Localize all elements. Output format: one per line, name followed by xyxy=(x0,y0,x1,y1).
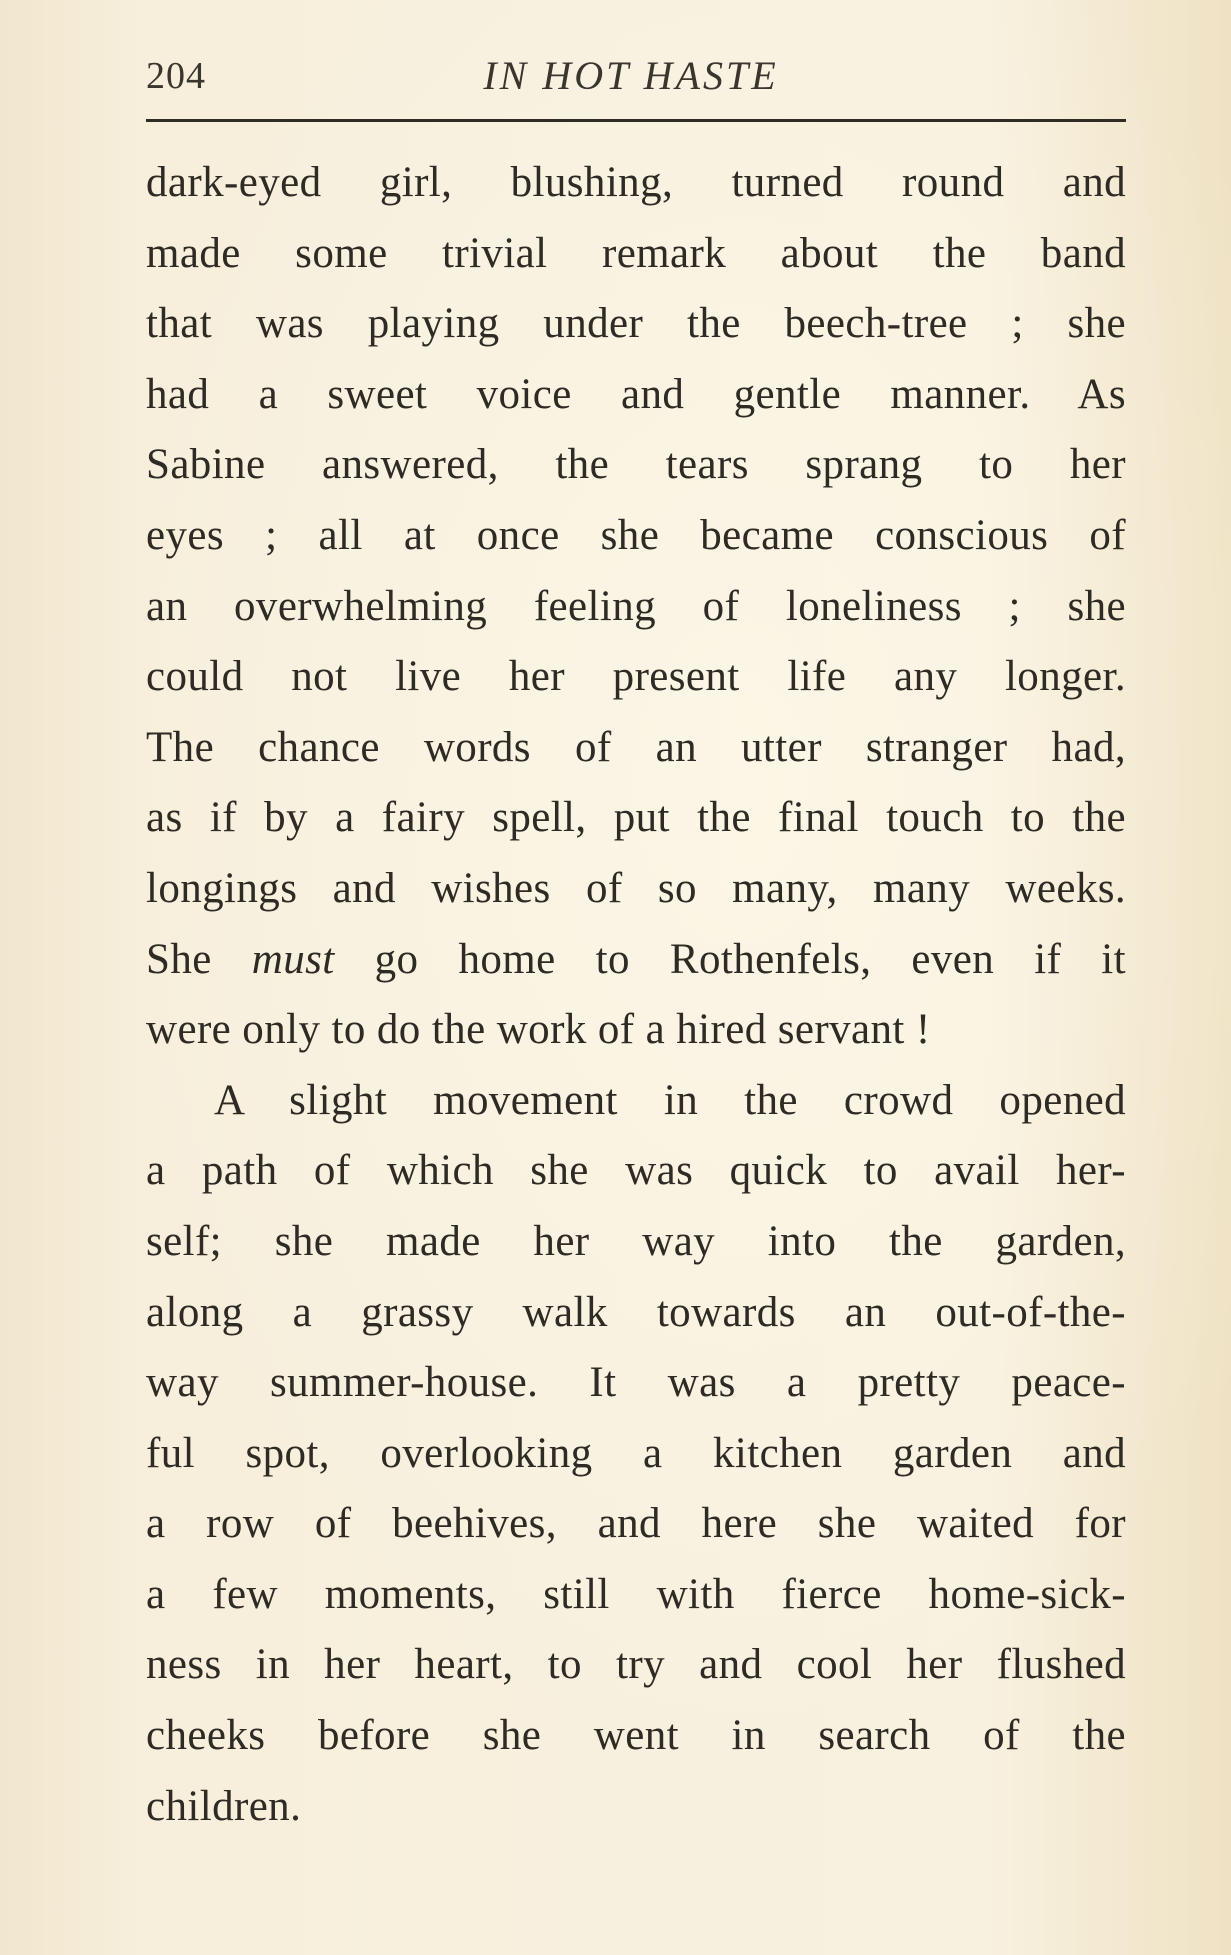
page-header xyxy=(146,48,1126,104)
text-line: way summer-house. It was a pretty peace- xyxy=(146,1359,1126,1407)
header-rule xyxy=(146,119,1126,122)
paragraph-first-line: A slight movement in the crowd opened xyxy=(214,1076,1126,1124)
text-line: along a grassy walk towards an out-of-the- xyxy=(146,1288,1126,1336)
text-line: ful spot, overlooking a kitchen garden and xyxy=(146,1429,1126,1477)
text-line: that was playing under the beech-tree ; she xyxy=(146,300,1126,348)
emphasized-word: must xyxy=(251,935,335,983)
text-line: Sabine answered, the tears sprang to her xyxy=(146,441,1126,489)
text-line: longings and wishes of so many, many weeks. xyxy=(146,864,1126,912)
page-number: 204 xyxy=(146,55,206,97)
text-line: eyes ; all at once she became conscious of xyxy=(146,511,1126,559)
text-segment: She xyxy=(146,935,252,983)
text-line: dark-eyed girl, blushing, turned round and xyxy=(146,159,1126,206)
text-line: were only to do the work of a hired servant ! xyxy=(146,1006,931,1054)
text-line: could not live her present life any longer. xyxy=(146,653,1126,701)
running-title: IN HOT HASTE xyxy=(483,53,779,98)
text-line: made some trivial remark about the band xyxy=(146,229,1126,277)
text-line: self; she made her way into the garden, xyxy=(146,1217,1126,1265)
body-text xyxy=(146,148,1126,1842)
text-line-with-emphasis xyxy=(146,925,1126,996)
text-line: cheeks before she went in search of the xyxy=(146,1712,1126,1760)
text-line: ness in her heart, to try and cool her flushed xyxy=(146,1641,1126,1689)
text-line: a path of which she was quick to avail her- xyxy=(146,1147,1126,1195)
text-line: had a sweet voice and gentle manner. As xyxy=(146,370,1126,418)
text-segment: go home to Rothenfels, even if it xyxy=(334,935,1126,983)
text-line: a few moments, still with fierce home-sick- xyxy=(146,1570,1126,1618)
text-line: children. xyxy=(146,1782,302,1830)
text-line: as if by a fairy spell, put the final touch to the xyxy=(146,794,1126,842)
text-line: The chance words of an utter stranger had, xyxy=(146,723,1126,771)
text-line: a row of beehives, and here she waited for xyxy=(146,1500,1126,1548)
text-line: an overwhelming feeling of loneliness ; she xyxy=(146,582,1126,630)
